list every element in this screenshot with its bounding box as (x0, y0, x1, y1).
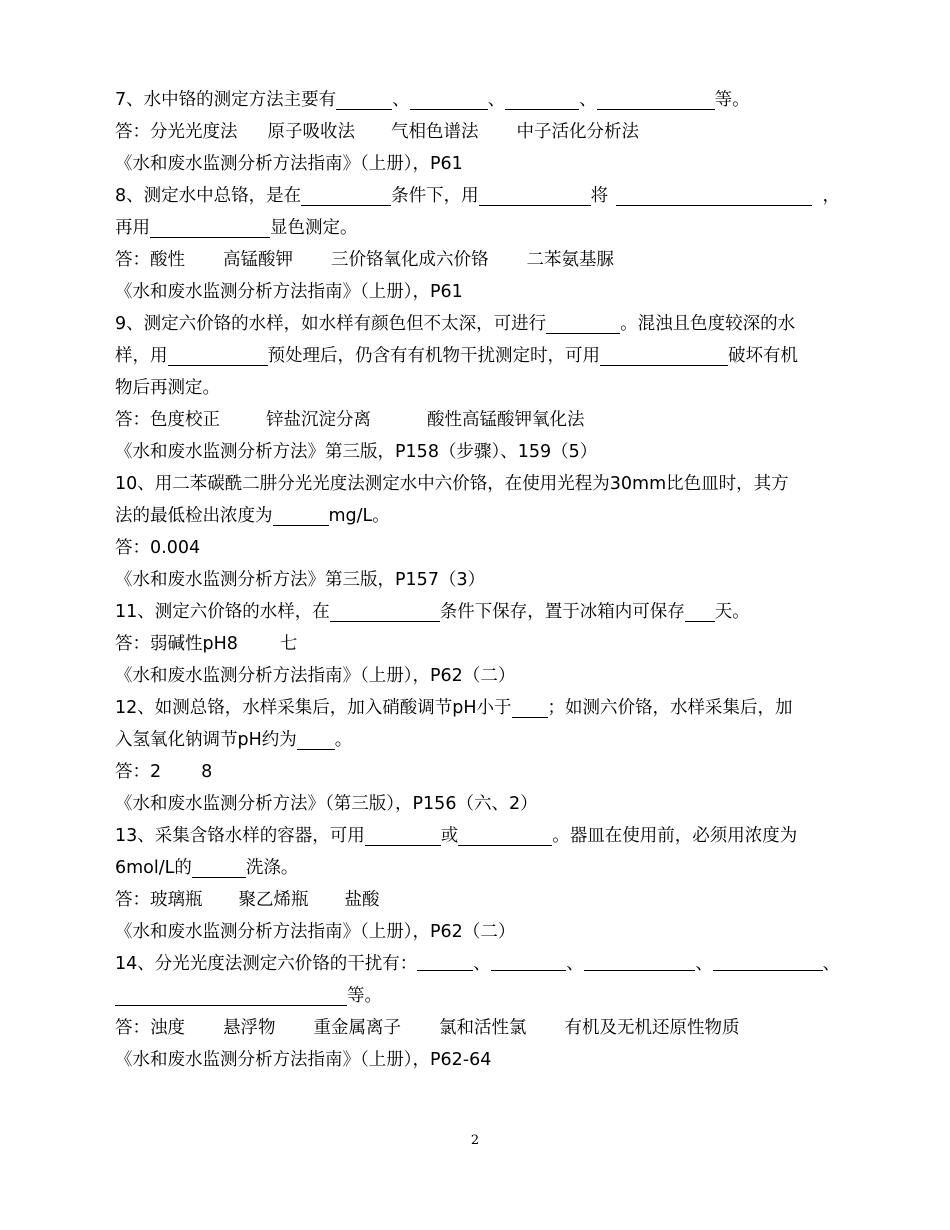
q12-answer-2: 8 (201, 762, 213, 782)
q10-source: 《水和废水监测分析方法》第三版，P157（3） (115, 570, 486, 590)
q14-answer (115, 1012, 840, 1044)
q10-text: mg/L。 (328, 506, 390, 526)
question-10: 10、用二苯碳酰二肼分光光度法测定水中六价铬，在使用光程为30mm比色皿时，其方 (115, 474, 789, 494)
q8-answer (115, 244, 840, 276)
q7-separator: 、 (579, 90, 597, 110)
q7-source: 《水和废水监测分析方法指南》（上册），P61 (115, 154, 463, 174)
q8-text: 条件下，用 (391, 186, 479, 206)
q13-blank-3 (192, 855, 246, 878)
q9-text: 破坏有机 (728, 346, 798, 366)
q13-answer-2: 聚乙烯瓶 (238, 890, 309, 910)
question-10-line-2 (115, 500, 840, 532)
q11-text: 条件下保存，置于冰箱内可保存 (439, 602, 685, 622)
q10-blank-1 (273, 503, 329, 526)
q12-answer (115, 756, 840, 788)
q14-separator: 、 (822, 954, 840, 974)
q11-answer (115, 628, 840, 660)
page-number: 2 (470, 1133, 480, 1148)
q14-answer-3: 重金属离子 (313, 1018, 401, 1038)
q12-source: 《水和废水监测分析方法》（第三版），P156（六、2） (115, 794, 538, 814)
q14-source: 《水和废水监测分析方法指南》（上册），P62-64 (115, 1050, 492, 1070)
q13-blank-1 (365, 823, 441, 846)
q11-blank-2 (685, 599, 715, 622)
q11-answer-2: 七 (279, 634, 298, 654)
q8-blank-3 (616, 183, 812, 206)
q13-text: 洗涤。 (245, 858, 299, 878)
q8-answer-3: 三价铬氧化成六价铬 (331, 250, 489, 270)
q7-blank-4 (597, 87, 715, 110)
q12-answer-1: 2 (150, 762, 162, 782)
answer-label: 答： (115, 890, 150, 910)
q13-text: 。器皿在使用前，必须用浓度为 (552, 826, 798, 846)
q10-text: 法的最低检出浓度为 (115, 506, 273, 526)
q11-text: 天。 (714, 602, 750, 622)
q14-answer-4: 氯和活性氯 (439, 1018, 527, 1038)
q11-text: 11、测定六价铬的水样，在 (115, 602, 330, 622)
q13-source: 《水和废水监测分析方法指南》（上册），P62（二） (115, 922, 516, 942)
question-13-line-2 (115, 852, 840, 884)
q9-answer-3: 酸性高锰酸钾氧化法 (427, 410, 585, 430)
q8-answer-1: 酸性 (150, 250, 185, 270)
question-8 (115, 180, 840, 212)
q8-text: 再用 (115, 218, 150, 238)
q8-source: 《水和废水监测分析方法指南》（上册），P61 (115, 282, 463, 302)
q8-text: 8、测定水中总铬，是在 (115, 186, 302, 206)
q7-answer-3: 气相色谱法 (391, 122, 479, 142)
answer-label: 答： (115, 1018, 150, 1038)
q8-blank-1 (301, 183, 391, 206)
q8-blank-4 (150, 215, 270, 238)
document-body (115, 84, 840, 1076)
q7-blank-2 (410, 87, 488, 110)
question-11 (115, 596, 840, 628)
q7-blank-3 (505, 87, 579, 110)
q14-blank-3 (584, 948, 696, 971)
q14-blank-2 (491, 948, 567, 971)
q14-blank-5 (115, 983, 347, 1006)
question-14-line-2 (115, 980, 840, 1012)
q9-source: 《水和废水监测分析方法》第三版，P158（步骤）、159（5） (115, 442, 598, 462)
q12-text: 12、如测总铬，水样采集后，加入硝酸调节pH小于 (115, 698, 512, 718)
q14-separator: 、 (695, 954, 713, 974)
q9-answer (115, 404, 840, 436)
question-12-line-2 (115, 724, 840, 756)
answer-label: 答： (115, 762, 150, 782)
q14-blank-4 (713, 948, 823, 971)
question-9-line-2 (115, 340, 840, 372)
q7-separator: 、 (487, 90, 506, 110)
q7-text: 7、水中铬的测定方法主要有 (115, 90, 337, 110)
q8-text: 显色测定。 (270, 218, 358, 238)
q7-answer-2: 原子吸收法 (267, 122, 355, 142)
q14-answer-1: 浊度 (150, 1018, 185, 1038)
q11-source: 《水和废水监测分析方法指南》（上册），P62（二） (115, 666, 516, 686)
q12-blank-2 (297, 727, 335, 750)
question-9 (115, 308, 840, 340)
q9-text: 。混浊且色度较深的水 (620, 314, 796, 334)
q12-text: ；如测六价铬，水样采集后，加 (547, 698, 793, 718)
q12-text: 。 (334, 730, 353, 750)
q14-separator: 、 (473, 954, 491, 974)
answer-label: 答： (115, 410, 150, 430)
q9-blank-2 (168, 343, 268, 366)
q8-blank-2 (479, 183, 591, 206)
q7-answer (115, 116, 840, 148)
q8-answer-2: 高锰酸钾 (223, 250, 293, 270)
q13-text: 6mol/L的 (115, 858, 192, 878)
q14-answer-5: 有机及无机还原性物质 (564, 1018, 740, 1038)
q11-blank-1 (330, 599, 440, 622)
q9-text: 9、测定六价铬的水样，如水样有颜色但不太深，可进行 (115, 314, 547, 334)
q9-text: 预处理后，仍含有有机物干扰测定时，可用 (267, 346, 600, 366)
answer-label: 答： (115, 250, 150, 270)
q9-answer-2: 锌盐沉淀分离 (266, 410, 371, 430)
q13-answer-3: 盐酸 (344, 890, 380, 910)
q14-text: 等。 (347, 986, 382, 1006)
q7-blank-1 (336, 87, 392, 110)
q9-blank-3 (600, 343, 728, 366)
q11-answer-1: 弱碱性pH8 (150, 634, 238, 654)
q7-separator: 、 (392, 90, 410, 110)
q8-text-end: ， (822, 186, 840, 206)
question-8-line-2 (115, 212, 840, 244)
answer-label: 答： (115, 122, 150, 142)
q8-text: 将 (590, 186, 609, 206)
question-13 (115, 820, 840, 852)
q13-answer-1: 玻璃瓶 (150, 890, 203, 910)
q7-text-end: 等。 (714, 90, 750, 110)
q14-answer-2: 悬浮物 (223, 1018, 276, 1038)
q9-text: 样，用 (115, 346, 168, 366)
question-9-line-3: 物后再测定。 (115, 378, 220, 398)
q14-blank-1 (417, 948, 473, 971)
q13-text: 或 (440, 826, 459, 846)
q12-text: 入氢氧化钠调节pH约为 (115, 730, 297, 750)
q9-blank-1 (546, 311, 620, 334)
q13-blank-2 (458, 823, 552, 846)
question-7 (115, 84, 840, 116)
question-14 (115, 948, 840, 980)
q12-blank-1 (512, 695, 548, 718)
q13-text: 13、采集含铬水样的容器，可用 (115, 826, 365, 846)
q14-separator: 、 (566, 954, 584, 974)
q10-answer: 答：0.004 (115, 538, 201, 558)
question-12 (115, 692, 840, 724)
q14-text: 14、分光光度法测定六价铬的干扰有： (115, 954, 418, 974)
q9-answer-1: 色度校正 (150, 410, 220, 430)
q13-answer (115, 884, 840, 916)
q8-answer-4: 二苯氨基脲 (526, 250, 614, 270)
q7-answer-1: 分光光度法 (150, 122, 238, 142)
q7-answer-4: 中子活化分析法 (516, 122, 639, 142)
answer-label: 答： (115, 634, 150, 654)
